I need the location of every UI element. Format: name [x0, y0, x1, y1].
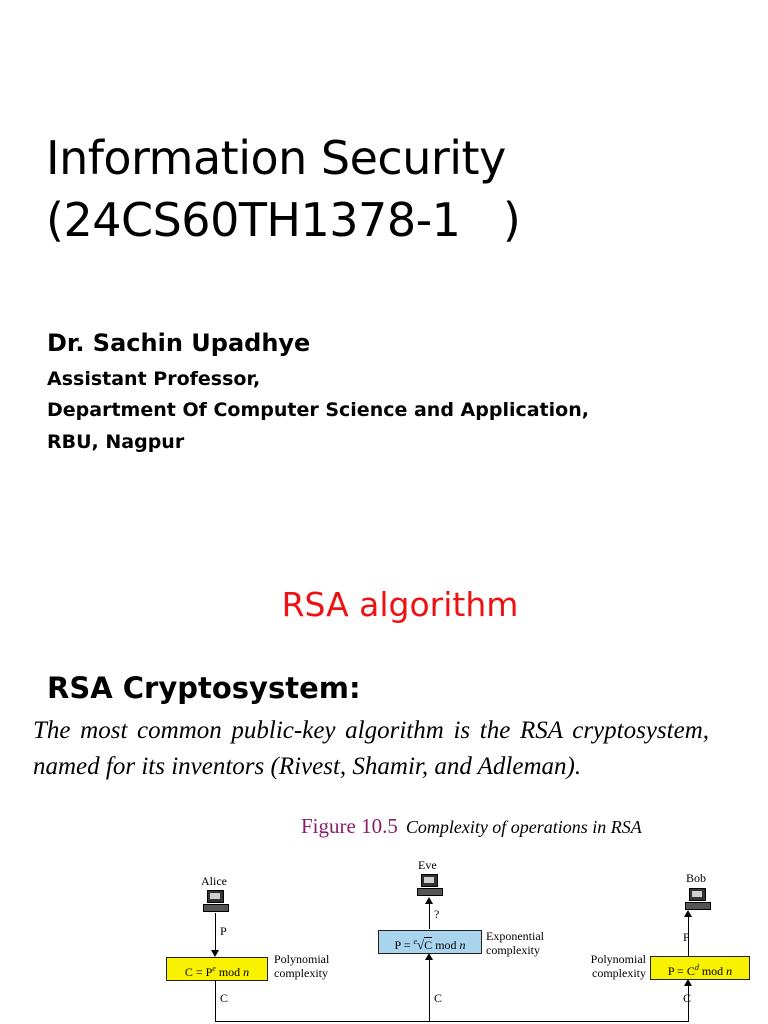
figure-title: Complexity of operations in RSA [405, 817, 642, 837]
eve-formula-modulus: n [459, 938, 466, 952]
alice-output-line [215, 980, 216, 1022]
alice-formula-suffix: mod [215, 965, 244, 979]
alice-formula-exponent: e [212, 964, 216, 973]
channel-line [215, 1021, 689, 1022]
title-line-2: (24CS60TH1378-1 ) [46, 193, 521, 247]
alice-formula-modulus: n [243, 965, 250, 979]
alice-input-line [215, 913, 216, 951]
eve-label: Eve [418, 858, 437, 872]
eve-output-line [429, 903, 430, 929]
bob-complexity-label: Polynomial complexity [590, 952, 646, 980]
eve-formula-prefix: P = [394, 938, 414, 952]
eve-input-label: C [434, 991, 443, 1005]
topic-title: RSA algorithm [281, 585, 519, 624]
bob-label: Bob [686, 871, 707, 885]
eve-computer-icon [417, 874, 441, 896]
alice-input-label: P [220, 924, 227, 938]
eve-radicand: C [424, 938, 433, 952]
alice-arrow-down-icon [211, 950, 219, 957]
title-line-1: Information Security [46, 131, 506, 185]
bob-formula-modulus: n [726, 964, 733, 978]
author-name: Dr. Sachin Upadhye [47, 329, 311, 357]
eve-attack-box [378, 930, 482, 954]
bob-formula-suffix: mod [698, 964, 727, 978]
alice-formula-prefix: C = P [184, 965, 213, 979]
author-role: Assistant Professor, [47, 368, 261, 390]
alice-encrypt-box [166, 957, 268, 981]
alice-output-label: C [220, 991, 229, 1005]
body-paragraph: The most common public-key algorithm is the RSA cryptosystem, named for its inventors (Rivest, Shamir, and Adleman). [33, 717, 709, 780]
bob-input-label: C [683, 991, 692, 1005]
alice-complexity-label: Polynomial complexity [274, 952, 330, 980]
alice-label: Alice [201, 874, 227, 888]
eve-input-line [429, 959, 430, 1021]
rsa-complexity-diagram [164, 852, 764, 1024]
figure-caption [301, 811, 642, 844]
bob-formula-prefix: P = C [667, 964, 695, 978]
eve-formula-suffix: mod [432, 938, 460, 952]
eve-complexity-label: Exponential complexity [486, 929, 544, 957]
alice-computer-icon [203, 890, 227, 912]
eve-unknown-label: ? [434, 907, 440, 921]
bob-output-label: P [683, 930, 690, 944]
bob-decrypt-box [650, 956, 750, 980]
figure-number: Figure 10.5 [301, 814, 398, 838]
square-root-icon: √ [417, 937, 425, 952]
bob-computer-icon [685, 888, 709, 910]
slide-title [46, 127, 520, 251]
bob-formula-exponent: d [694, 963, 699, 972]
eve-root-index: e [413, 937, 418, 946]
section-heading: RSA Cryptosystem: [47, 671, 361, 705]
author-department: Department Of Computer Science and Application, [47, 399, 589, 421]
author-institute: RBU, Nagpur [47, 431, 185, 453]
